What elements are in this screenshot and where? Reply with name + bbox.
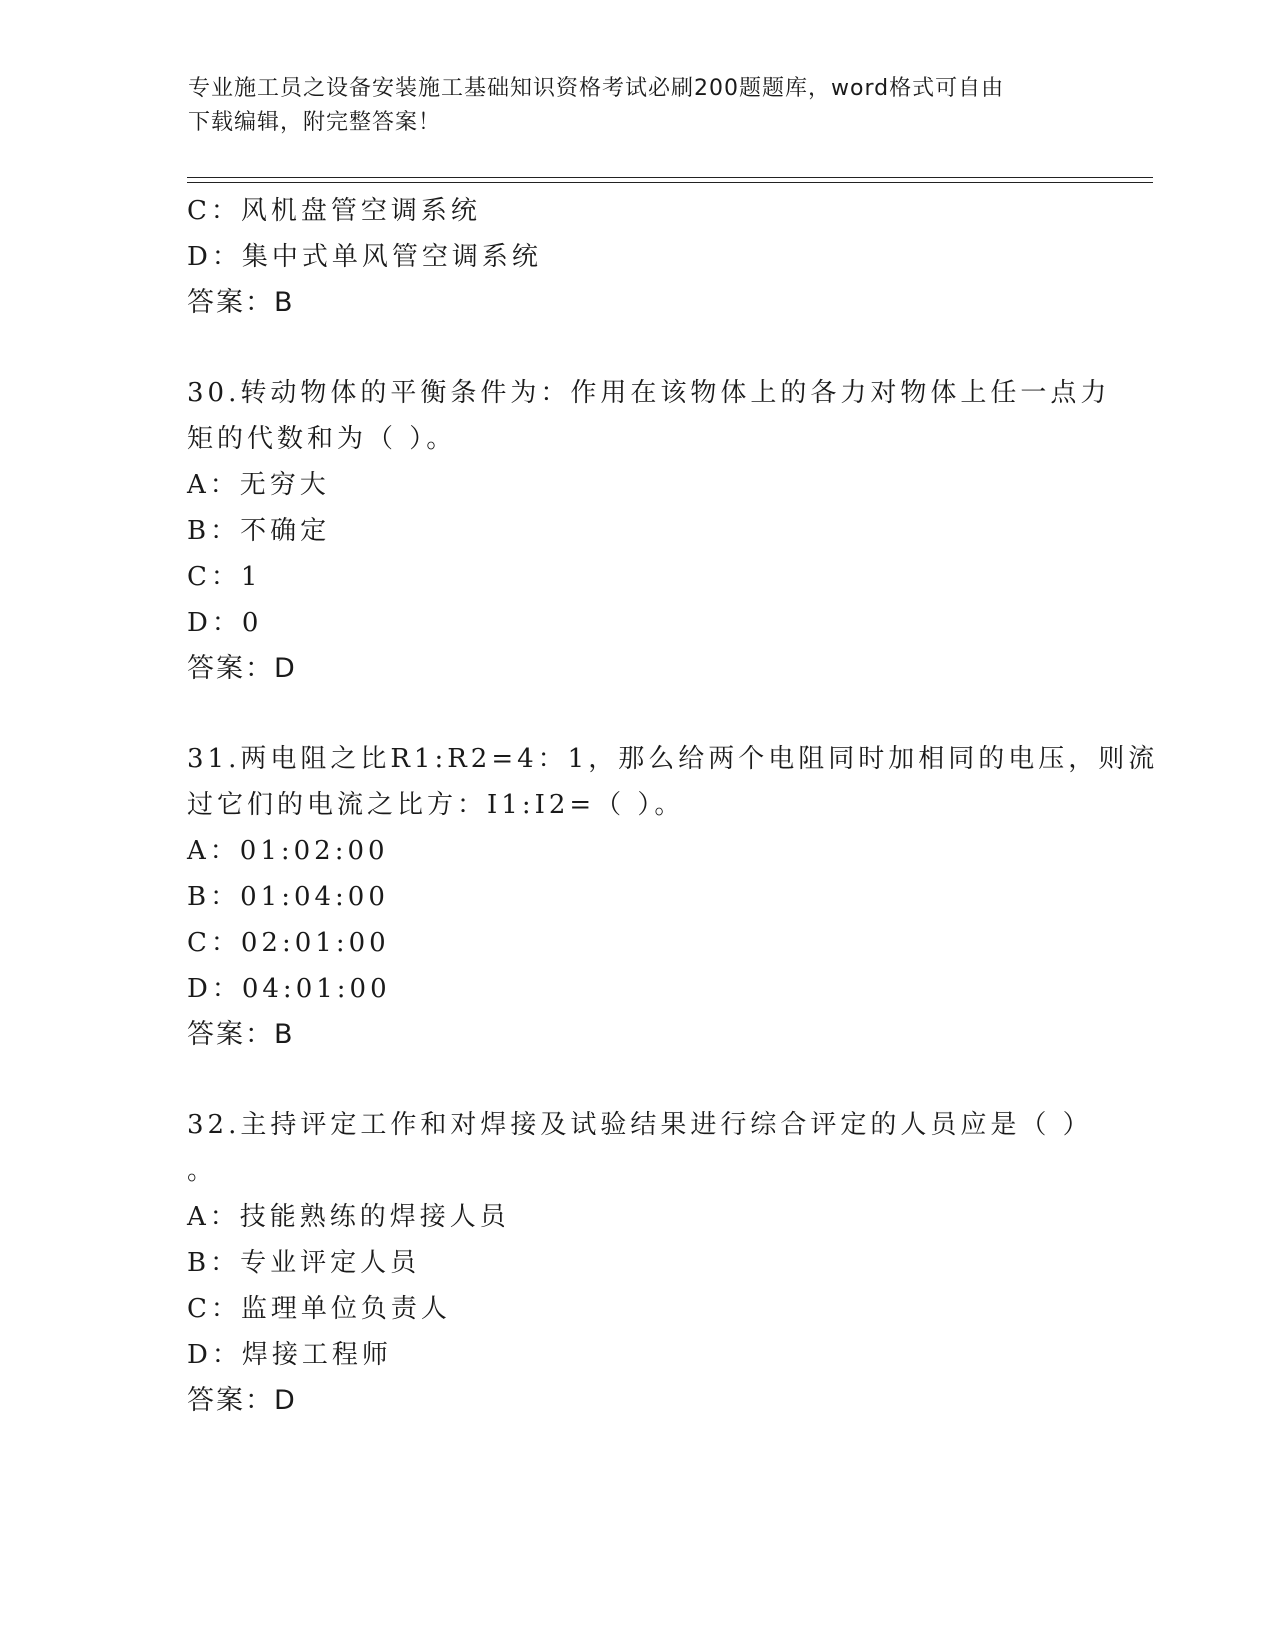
question-31 — [187, 736, 1159, 1058]
option-d: D：0 — [187, 608, 263, 638]
option-a: A：无穷大 — [187, 470, 330, 500]
answer: 答案：D — [187, 653, 297, 684]
answer: 答案：D — [187, 1385, 297, 1416]
option-c: C：1 — [187, 562, 262, 592]
question-text-line-2: 过它们的电流之比方：I1:I2=（ ）。 — [187, 790, 685, 820]
option-c: C：风机盘管空调系统 — [187, 196, 481, 226]
document-body — [187, 188, 1159, 1424]
question-gap — [187, 692, 1087, 736]
option-c: C：02:01:00 — [187, 928, 390, 958]
answer: 答案：B — [187, 287, 295, 318]
question-text-line-1: 30.转动物体的平衡条件为：作用在该物体上的各力对物体上任一点力 — [187, 378, 1111, 408]
question-text-line-2: 矩的代数和为（ ）。 — [187, 424, 457, 454]
option-b: B：01:04:00 — [187, 882, 389, 912]
question-text-line-1: 32.主持评定工作和对焊接及试验结果进行综合评定的人员应是（ ） — [187, 1110, 1093, 1140]
option-a: A：01:02:00 — [187, 836, 389, 866]
question-gap — [187, 326, 1087, 370]
header-rule-top — [187, 177, 1153, 178]
option-c: C：监理单位负责人 — [187, 1294, 451, 1324]
header-rule-bottom — [187, 182, 1153, 183]
option-d: D：焊接工程师 — [187, 1340, 392, 1370]
header-line-2: 下载编辑，附完整答案！ — [188, 110, 442, 135]
option-d: D：集中式单风管空调系统 — [187, 242, 542, 272]
option-a: A：技能熟练的焊接人员 — [187, 1202, 510, 1232]
question-gap — [187, 1058, 1087, 1102]
question-text-line-2: 。 — [187, 1156, 218, 1186]
header-line-1: 专业施工员之设备安装施工基础知识资格考试必刷200题题库，word格式可自由 — [188, 76, 1005, 101]
question-32 — [187, 1102, 1093, 1424]
answer: 答案：B — [187, 1019, 295, 1050]
question-text-line-1: 31.两电阻之比R1:R2=4：1，那么给两个电阻同时加相同的电压，则流 — [187, 744, 1159, 774]
question-30 — [187, 370, 1111, 692]
option-b: B：专业评定人员 — [187, 1248, 421, 1278]
option-d: D：04:01:00 — [187, 974, 391, 1004]
option-b: B：不确定 — [187, 516, 331, 546]
document-header — [188, 72, 1068, 140]
question-29-continuation — [187, 188, 1087, 326]
